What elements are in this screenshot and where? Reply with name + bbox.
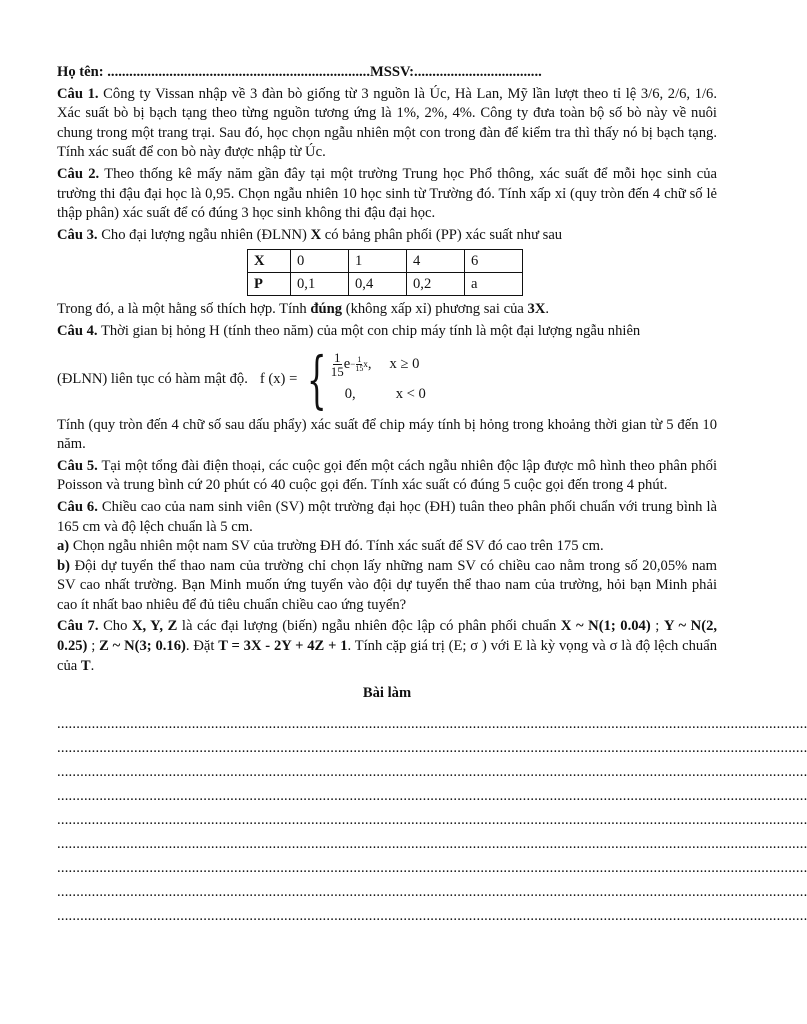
question-6b <box>57 557 717 616</box>
table-row-x <box>248 250 523 273</box>
name-dots: ........................................................................ <box>107 64 370 80</box>
question-7-dist-y: Y ~ N(2, 0.25) <box>57 618 718 655</box>
question-7-dist-x: X ~ N(1; 0.04) <box>560 618 651 635</box>
question-1-text: Công ty Vissan nhập về 3 đàn bò giống từ 3 nguồn là Úc, Hà Lan, Mỹ lần lượt theo tỉ lệ 3/6, 2/6, 1/6. Xác suất bò bị bạch tạng theo từng nguồn tương ứng là 1%, 2%, 4%. Công ty đưa toàn bộ số bò này về nuôi chung trong một trang trại. Sau đó, học chọn ngẫu nhiên một con trong đàn để kiểm tra thì thấy nó bị bạch tạng. Tính xác suất để con bò này được nhập từ Úc. <box>57 85 718 161</box>
question-7-dist-z: Z ~ N(3; 0.16) <box>99 638 186 655</box>
question-4 <box>57 322 717 342</box>
question-7-label: Câu 7. <box>57 618 99 635</box>
answer-lines <box>57 714 807 930</box>
answer-line[interactable]: ................................................................................................................................................................................................... <box>57 859 807 876</box>
table-cell: 0,4 <box>349 273 407 296</box>
question-3-after-end: . <box>545 301 550 318</box>
fraction-denominator: 15 <box>330 364 344 380</box>
question-7-t-def: T = 3X - 2Y + 4Z + 1 <box>218 638 348 655</box>
exponent-denominator: 15 <box>355 364 364 374</box>
question-3-after-a: Trong đó, a là một hằng số thích hợp. Tính <box>57 301 307 318</box>
question-2-text: Theo thống kê mấy năm gần đây tại một trường Trung học Phổ thông, xác suất để mỗi học sinh của trường thi đậu đại học là 0,95. Chọn ngẫu nhiên 10 học sinh từ Trường đó. Tính xấp xỉ (quy tròn đến 4 chữ số lẻ thập phân) xác suất để có đúng 3 học sinh không thi đậu đại học. <box>57 165 717 222</box>
table-cell: 6 <box>465 250 523 273</box>
question-7 <box>57 617 717 676</box>
exponent-numerator: 1 <box>357 355 362 365</box>
exam-content <box>57 63 807 930</box>
question-2-label: Câu 2. <box>57 165 100 182</box>
question-7-t4: ; <box>91 638 96 655</box>
student-header <box>57 63 717 83</box>
question-7-t1: Cho <box>103 618 128 635</box>
question-3-after-b: (không xấp xỉ) phương sai của <box>345 301 524 318</box>
id-dots: ................................... <box>414 64 542 80</box>
question-5 <box>57 457 717 496</box>
name-label: Họ tên: <box>57 64 104 80</box>
question-3-after-3x: 3X <box>527 301 546 318</box>
table-cell: a <box>465 273 523 296</box>
table-cell: P <box>248 273 291 296</box>
table-cell: 0 <box>291 250 349 273</box>
question-3-after <box>57 300 717 320</box>
case-2-value: 0, <box>344 385 356 402</box>
brace-symbol: { <box>307 342 327 416</box>
formula-case-1 <box>331 350 426 380</box>
question-3 <box>57 226 717 246</box>
table-cell: 0,1 <box>291 273 349 296</box>
density-formula-row <box>57 342 717 416</box>
exponent-minus: − <box>350 358 356 369</box>
question-7-vars: X, Y, Z <box>131 618 178 635</box>
question-6-text: Chiều cao của nam sinh viên (SV) một trường đại học (ĐH) tuân theo phân phối chuẩn với trung bình là 165 cm và độ lệch chuẩn là 5 cm. <box>57 498 717 535</box>
question-6b-label: b) <box>57 557 70 574</box>
answer-line[interactable]: ................................................................................................................................................................................................... <box>57 883 807 900</box>
condition-2: x < 0 <box>395 385 426 402</box>
question-3-after-bold: đúng <box>310 301 343 318</box>
question-4-text3: Tính (quy tròn đến 4 chữ số sau dấu phẩy) xác suất để chip máy tính bị hỏng trong khoảng thời gian từ 5 đến 10 năm. <box>57 416 717 453</box>
question-3-label: Câu 3. <box>57 226 98 243</box>
question-7-t-var: T <box>80 657 91 674</box>
id-label: MSSV: <box>369 64 415 80</box>
answer-line[interactable]: ................................................................................................................................................................................................... <box>57 715 807 732</box>
question-6a-label: a) <box>57 538 70 555</box>
answer-line[interactable]: ................................................................................................................................................................................................... <box>57 811 807 828</box>
question-6b-text: Đội dự tuyển thể thao nam của trường chỉ chọn lấy những nam SV có chiều cao nằm trong số 20,05% nam SV cao nhất trường. Bạn Minh muốn ứng tuyển vào đội dự tuyển thể thao nam của trường, hỏi bạn Minh phải cao ít nhất bao nhiêu để đủ tiêu chuẩn chiều cao ứng tuyển? <box>57 557 717 613</box>
question-7-t2: là các đại lượng (biến) ngẫu nhiên độc lập có phân phối chuẩn <box>181 618 557 635</box>
formula-case-2 <box>331 380 426 410</box>
exponent-x: x <box>363 358 368 369</box>
formula-fx: f (x) = <box>259 370 298 387</box>
answer-title: Bài làm <box>362 685 412 702</box>
answer-line[interactable]: ................................................................................................................................................................................................... <box>57 739 807 756</box>
table-row-p <box>248 273 523 296</box>
table-cell: 0,2 <box>407 273 465 296</box>
question-1 <box>57 85 717 163</box>
answer-line[interactable]: ................................................................................................................................................................................................... <box>57 763 807 780</box>
density-formula <box>254 342 426 416</box>
question-6a-text: Chọn ngẫu nhiên một nam SV của trường ĐH đó. Tính xác suất để SV đó cao trên 175 cm. <box>72 538 604 555</box>
answer-line[interactable]: ................................................................................................................................................................................................... <box>57 907 807 924</box>
case-1-comma: , <box>367 355 372 372</box>
exponent-fraction <box>355 356 363 373</box>
table-cell: 1 <box>349 250 407 273</box>
question-2 <box>57 165 717 224</box>
table-cell: 4 <box>407 250 465 273</box>
formula-cases <box>331 350 426 410</box>
question-4-label: Câu 4. <box>57 322 98 339</box>
fraction-numerator: 1 <box>334 350 341 366</box>
question-7-t6: . Tính cặp giá trị (E; σ ) với E là kỳ vọng và σ là độ lệch chuẩn của <box>57 638 717 674</box>
condition-1: x ≥ 0 <box>389 355 420 372</box>
question-7-t3: ; <box>655 618 660 635</box>
question-7-t7: . <box>90 657 95 674</box>
question-3-intro-b: có bảng phân phối (PP) xác suất như sau <box>324 226 563 243</box>
question-3-intro-a: Cho đại lượng ngẫu nhiên (ĐLNN) <box>101 226 307 243</box>
question-6-label: Câu 6. <box>57 498 98 515</box>
question-5-label: Câu 5. <box>57 457 98 474</box>
question-1-label: Câu 1. <box>57 85 99 102</box>
exp-base: e <box>343 355 351 372</box>
question-4-text2: (ĐLNN) liên tục có hàm mật độ. <box>57 370 248 387</box>
table-cell: X <box>248 250 291 273</box>
question-3-intro-x: X <box>310 226 322 243</box>
answer-line[interactable]: ................................................................................................................................................................................................... <box>57 787 807 804</box>
question-4-text1: Thời gian bị hỏng H (tính theo năm) của một con chip máy tính là một đại lượng ngẫu nhiên <box>100 322 641 339</box>
fraction-one-fifteen <box>331 351 344 378</box>
exponent <box>350 355 368 375</box>
distribution-table <box>247 249 523 296</box>
answer-line[interactable]: ................................................................................................................................................................................................... <box>57 835 807 852</box>
question-6a <box>57 537 717 557</box>
question-7-t5: . Đặt <box>185 638 215 655</box>
question-5-text: Tại một tổng đài điện thoại, các cuộc gọi đến một cách ngẫu nhiên độc lập được mô hình theo phân phối Poisson và trung bình cứ 20 phút có 40 cuộc gọi đến. Tính xác suất có đúng 5 cuộc gọi đến trong 4 phút. <box>57 457 718 494</box>
question-6 <box>57 498 717 537</box>
